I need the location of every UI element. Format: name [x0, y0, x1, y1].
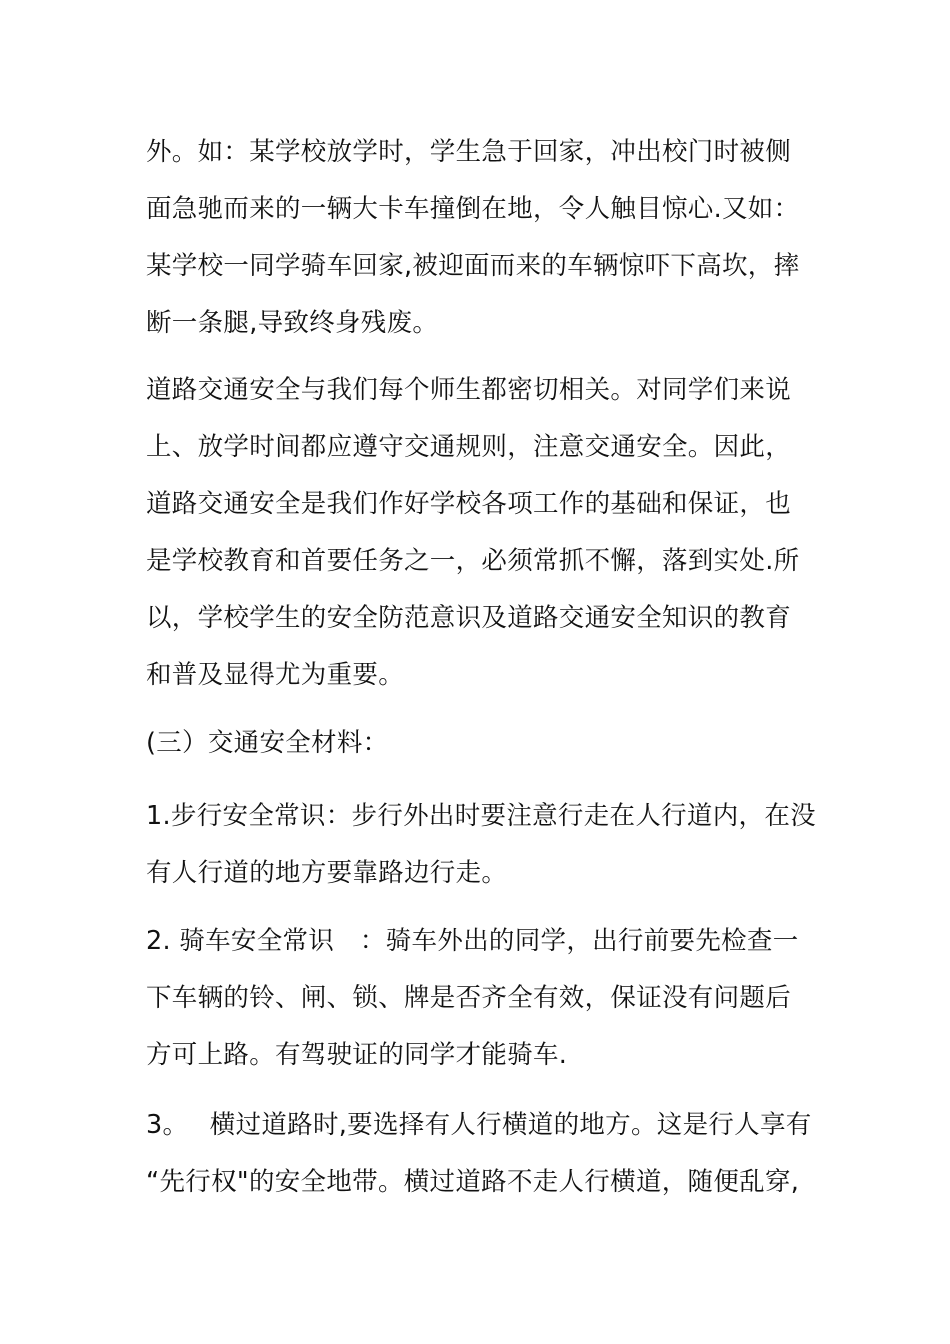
text-line: 外。如：某学校放学时，学生急于回家，冲出校门时被侧 [146, 137, 792, 167]
text-line: “先行权"的安全地带。横过道路不走人行横道，随便乱穿, [146, 1167, 800, 1197]
paragraph-cycling-safety [146, 913, 811, 1084]
text-line: 3。 横过道路时,要选择有人行横道的地方。这是行人享有 [146, 1110, 812, 1140]
text-line: 以，学校学生的安全防范意识及道路交通安全知识的教育 [146, 603, 792, 633]
paragraph-accident-examples [146, 124, 811, 352]
text-line: 下车辆的铃、闸、锁、牌是否齐全有效，保证没有问题后 [146, 983, 792, 1013]
text-line: 是学校教育和首要任务之一，必须常抓不懈，落到实处.所 [146, 546, 800, 576]
text-line: 方可上路。有驾驶证的同学才能骑车. [146, 1040, 568, 1070]
text-line: 某学校一同学骑车回家,被迎面而来的车辆惊吓下高坎，摔 [146, 251, 800, 281]
text-line: 和普及显得尤为重要。 [146, 660, 405, 690]
text-line: 有人行道的地方要靠路边行走。 [146, 858, 508, 888]
text-line: 道路交通安全是我们作好学校各项工作的基础和保证，也 [146, 489, 792, 519]
text-line: (三）交通安全材料： [146, 728, 389, 758]
paragraph-walking-safety [146, 788, 816, 902]
text-line: 2. 骑车安全常识 ：骑车外出的同学，出行前要先检查一 [146, 926, 799, 956]
paragraph-crossing-road [146, 1097, 811, 1211]
paragraph-safety-importance [146, 362, 811, 704]
text-line: 面急驰而来的一辆大卡车撞倒在地，令人触目惊心.又如： [146, 194, 800, 224]
section-heading [146, 715, 811, 772]
text-line: 1.步行安全常识：步行外出时要注意行走在人行道内，在没 [146, 801, 816, 831]
text-line: 上、放学时间都应遵守交通规则，注意交通安全。因此， [146, 432, 792, 462]
text-line: 道路交通安全与我们每个师生都密切相关。对同学们来说 [146, 375, 792, 405]
text-line: 断一条腿,导致终身残废。 [146, 308, 439, 338]
